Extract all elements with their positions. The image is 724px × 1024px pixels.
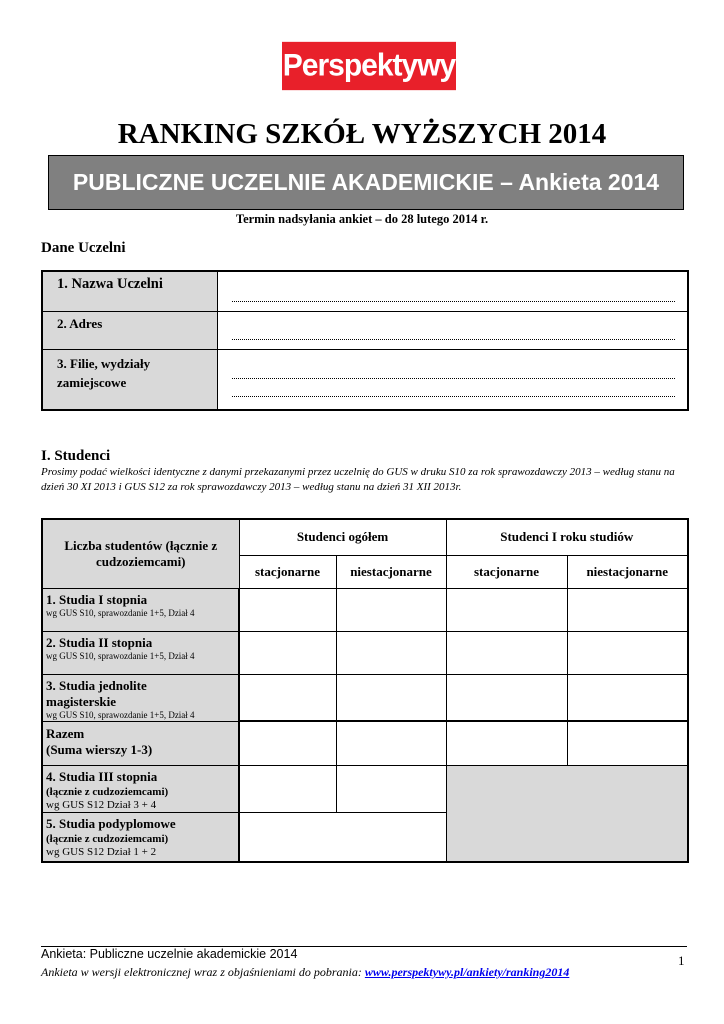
subheader-niestacjonarne: niestacjonarne [567, 555, 688, 588]
cell-input[interactable] [336, 765, 446, 812]
label-nazwa-uczelni: 1. Nazwa Uczelni [42, 271, 217, 311]
header-studenci-ogolem: Studenci ogółem [239, 519, 446, 555]
row-subtitle: wg GUS S12 Dział 3 + 4 [46, 798, 157, 811]
row-title-sum: (Suma wierszy 1-3) [46, 741, 153, 757]
university-data-table [41, 270, 689, 411]
banner-text: PUBLICZNE UCZELNIE AKADEMICKIE – Ankieta 2014 [72, 169, 660, 195]
field-filie[interactable] [217, 349, 688, 410]
cell-input[interactable] [567, 674, 688, 721]
cell-input[interactable] [567, 631, 688, 674]
row-subtitle: wg GUS S12 Dział 1 + 2 [46, 845, 157, 858]
survey-banner [48, 155, 684, 210]
row-label-studia-iii-stopnia [42, 765, 239, 812]
subheader-stacjonarne: stacjonarne [446, 555, 567, 588]
students-table [41, 518, 689, 863]
row-label-studia-ii-stopnia [42, 631, 239, 674]
row-label-studia-i-stopnia [42, 588, 239, 631]
dotted-line [232, 396, 676, 397]
field-nazwa-uczelni[interactable] [217, 271, 688, 311]
page-title: RANKING SZKÓŁ WYŻSZYCH 2014 [117, 118, 607, 150]
field-adres[interactable] [217, 311, 688, 349]
page-number: 1 [678, 953, 685, 968]
cell-input[interactable] [446, 674, 567, 721]
footer-note-text: Ankieta w wersji elektronicznej wraz z objaśnieniami do pobrania: [41, 965, 362, 979]
row-label-studia-podyplomowe [42, 812, 239, 862]
header-studenci-i-roku: Studenci I roku studiów [446, 519, 688, 555]
cell-input[interactable] [336, 674, 446, 721]
cell-input[interactable] [336, 721, 446, 765]
row-subtitle: wg GUS S10, sprawozdanie 1+5, Dział 4 [46, 650, 195, 661]
corner-header: Liczba studentów (łącznie z cudzoziemcami) [42, 519, 239, 588]
dane-uczelni-heading: Dane Uczelni [41, 240, 126, 256]
cell-input[interactable] [239, 721, 336, 765]
cell-input[interactable] [239, 588, 336, 631]
subheader-stacjonarne: stacjonarne [239, 555, 336, 588]
cell-input[interactable] [239, 674, 336, 721]
row-title: 1. Studia I stopnia [46, 591, 148, 607]
subheader-niestacjonarne: niestacjonarne [336, 555, 446, 588]
label-filie: 3. Filie, wydziały zamiejscowe [42, 349, 217, 410]
row-title: 4. Studia III stopnia [46, 768, 158, 784]
cell-input[interactable] [239, 812, 446, 862]
row-subtitle: wg GUS S10, sprawozdanie 1+5, Dział 4 [46, 709, 195, 720]
row-title: 3. Studia jednolite magisterskie [46, 677, 147, 709]
studenci-heading: I. Studenci [41, 448, 111, 464]
cell-input[interactable] [336, 588, 446, 631]
deadline-text: Termin nadsyłania ankiet – do 28 lutego 2014 r. [235, 212, 489, 226]
cell-input[interactable] [567, 588, 688, 631]
greyed-out-block [446, 765, 688, 862]
studenci-note: Prosimy podać wielkości identyczne z danymi przekazanymi przez uczelnię do GUS w druku S10 za rok sprawozdawczy 2013 – według stanu na dzień 30 XI 2013 i GUS S12 za rok sprawozdawczy 2013 – według stanu na dzień 31 XII 2013r. [41, 466, 675, 493]
label-adres: 2. Adres [42, 311, 217, 349]
dotted-line [232, 301, 676, 302]
row-title: 2. Studia II stopnia [46, 634, 153, 650]
cell-input[interactable] [446, 721, 567, 765]
perspektywy-logo: Perspektywy [282, 42, 456, 90]
cell-input[interactable] [336, 631, 446, 674]
row-label-razem [42, 721, 239, 765]
download-link[interactable]: www.perspektywy.pl/ankiety/ranking2014 [364, 965, 570, 979]
row-subtitle: (łącznie z cudzoziemcami) [46, 832, 169, 845]
dotted-line [232, 378, 676, 379]
footer-download-note [41, 965, 569, 980]
row-subtitle: wg GUS S10, sprawozdanie 1+5, Dział 4 [46, 607, 195, 618]
row-title: 5. Studia podyplomowe [46, 815, 176, 831]
dotted-line [232, 339, 676, 340]
cell-input[interactable] [567, 721, 688, 765]
cell-input[interactable] [446, 588, 567, 631]
row-title: Razem [46, 725, 85, 741]
row-label-studia-jednolite [42, 674, 239, 721]
cell-input[interactable] [446, 631, 567, 674]
row-subtitle: (łącznie z cudzoziemcami) [46, 785, 169, 798]
footer-title: Ankieta: Publiczne uczelnie akademickie 2014 [41, 947, 298, 961]
cell-input[interactable] [239, 765, 336, 812]
cell-input[interactable] [239, 631, 336, 674]
